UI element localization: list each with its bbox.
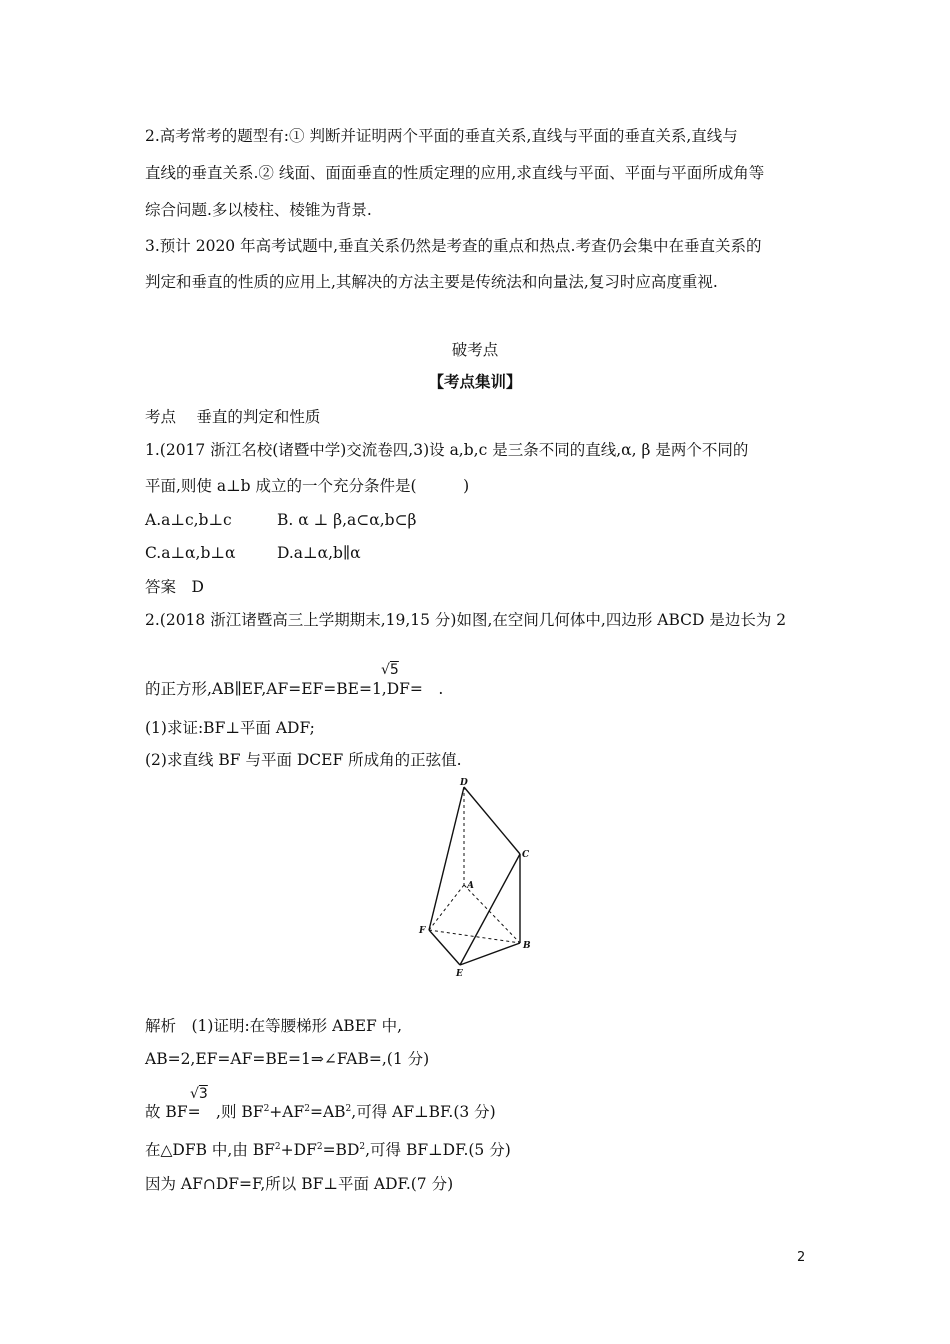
edge-dc (464, 787, 520, 854)
intro-line-5: 判定和垂直的性质的应用上,其解决的方法主要是传统法和向量法,复习时应高度重视. (145, 273, 718, 291)
edge-df (429, 787, 464, 930)
section-title: 破考点 (451, 341, 499, 359)
edge-fb-hidden (429, 930, 520, 943)
question-2-part-1: (1)求证:BF⊥平面 ADF; (145, 719, 315, 737)
edge-eb (460, 943, 520, 965)
label-a: A (467, 881, 474, 891)
label-c: C (522, 850, 530, 860)
label-e: E (456, 969, 463, 979)
page-number: 2 (797, 1250, 806, 1265)
solution-line-1: 解析 (1)证明:在等腰梯形 ABEF 中, (145, 1017, 403, 1035)
solution-line-4: 在△DFB 中,由 $BF^2+DF^2=BD^2$,可得 BF⊥DF.(5 分) (145, 1141, 511, 1159)
solution-line-3: 故 BF= ,则 $BF^2+AF^2=AB^2$,可得 AF⊥BF.(3 分) (145, 1103, 496, 1121)
intro-line-3: 综合问题.多以棱柱、棱锥为背景. (145, 201, 372, 219)
option-c: C.a⊥α,b⊥α (145, 544, 236, 562)
intro-line-1: 2.高考常考的题型有:① 判断并证明两个平面的垂直关系,直线与平面的垂直关系,直线与 (145, 127, 738, 145)
question-1-line-2: 平面,则使 a⊥b 成立的一个充分条件是( ) (145, 477, 470, 495)
intro-line-4: 3.预计 2020 年高考试题中,垂直关系仍然是考查的重点和热点.考查仍会集中在垂直关系的 (145, 237, 762, 255)
edge-ce (460, 854, 520, 965)
question-2-line-1: 2.(2018 浙江诸暨高三上学期期末,19,15 分)如图,在空间几何体中,四边形 ABCD 是边长为 2 (145, 611, 787, 629)
label-f: F (419, 926, 426, 936)
question-1-line-1: 1.(2017 浙江名校(诸暨中学)交流卷四,3)设 a,b,c 是三条不同的直线,α, β 是两个不同的 (145, 441, 749, 459)
subsection-title: 【考点集训】 (428, 372, 522, 391)
question-2-line-2: 的正方形,AB∥EF,AF=EF=BE=1,DF= . (145, 680, 444, 698)
solution-line-5: 因为 AF∩DF=F,所以 BF⊥平面 ADF.(7 分) (145, 1175, 454, 1193)
option-a: A.a⊥c,b⊥c (145, 511, 232, 529)
edge-ab-hidden (464, 885, 520, 943)
option-d: D.a⊥α,b∥α (277, 544, 361, 562)
topic-heading: 考点 垂直的判定和性质 (145, 408, 321, 426)
answer-line: 答案 D (145, 578, 204, 596)
sqrt-5-expression: √5 (381, 662, 399, 678)
polyhedron-diagram (410, 775, 550, 980)
edge-fe (429, 930, 460, 965)
option-b: B. α ⊥ β,a⊂α,b⊂β (277, 511, 417, 529)
geometry-figure (410, 775, 550, 984)
sqrt-3-expression: √3 (190, 1086, 208, 1102)
label-d: D (460, 778, 468, 788)
question-2-part-2: (2)求直线 BF 与平面 DCEF 所成角的正弦值. (145, 751, 462, 769)
intro-line-2: 直线的垂直关系.② 线面、面面垂直的性质定理的应用,求直线与平面、平面与平面所成角等 (145, 164, 765, 182)
solution-line-2: AB=2,EF=AF=BE=1⇒∠FAB=,(1 分) (145, 1050, 430, 1068)
label-b: B (523, 941, 531, 951)
